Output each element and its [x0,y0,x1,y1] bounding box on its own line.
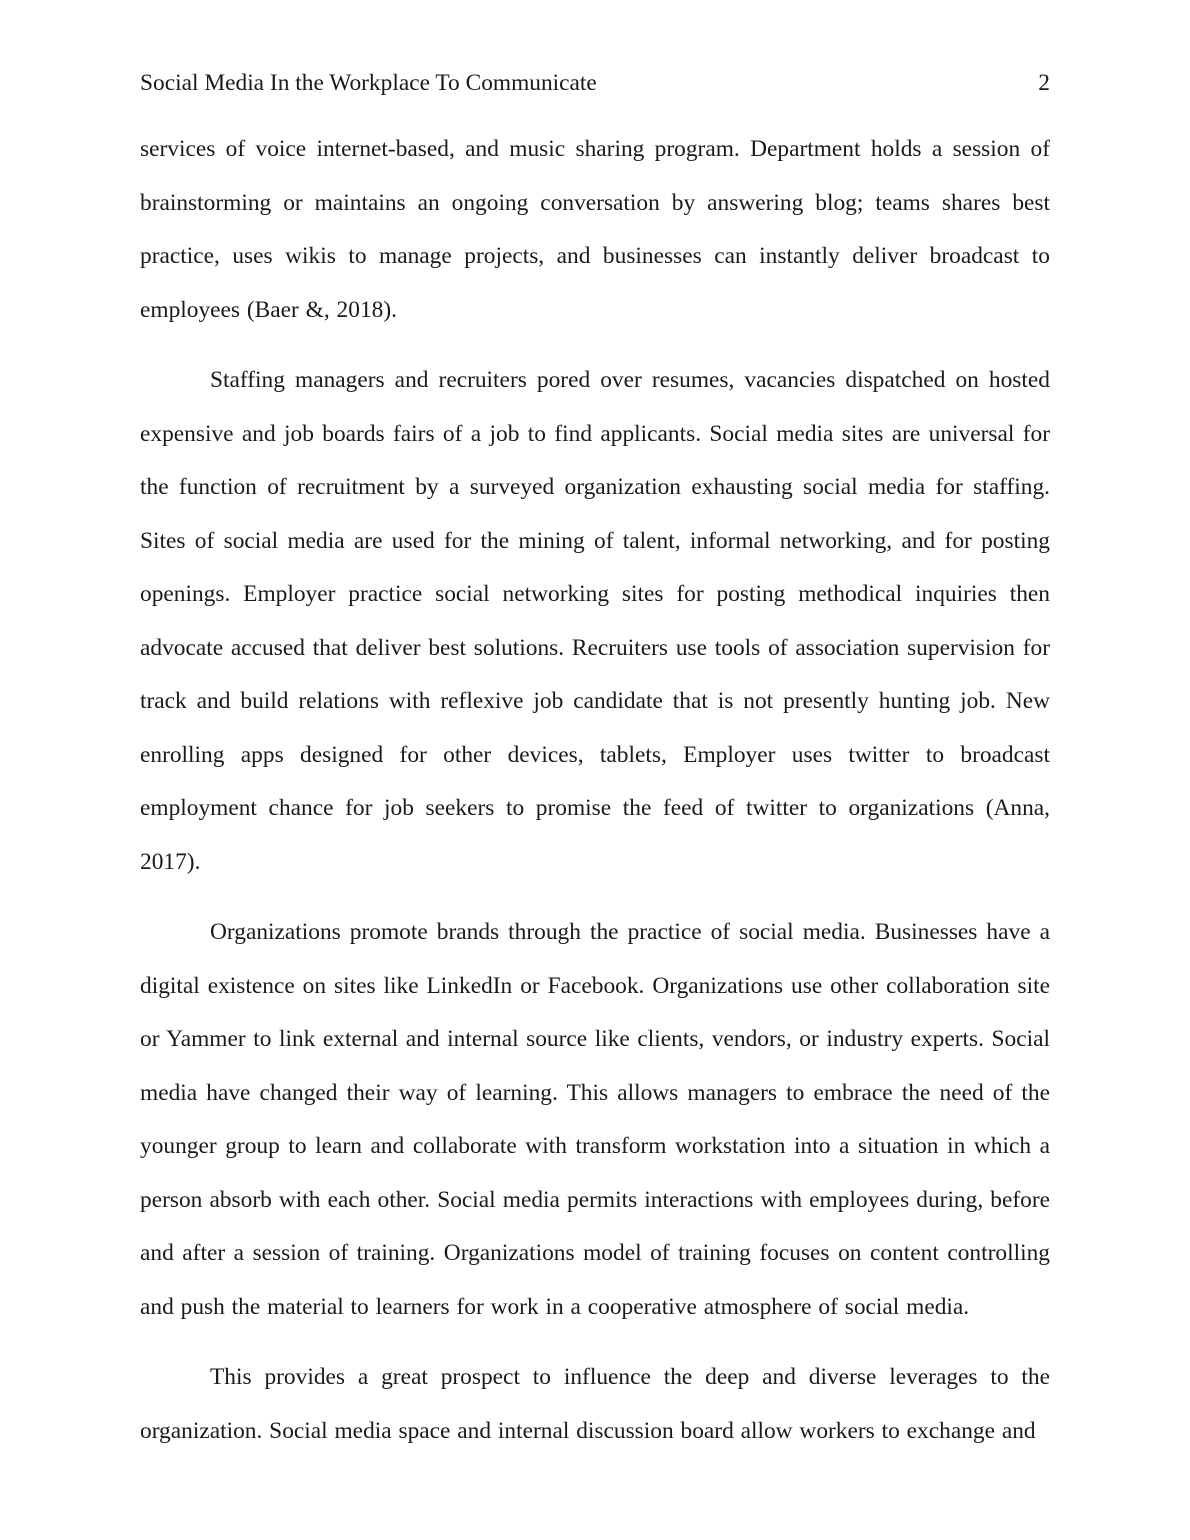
page-header [140,68,1050,98]
document-body [140,123,1050,1458]
running-head: Social Media In the Workplace To Communicate [140,70,597,96]
paragraph: services of voice internet-based, and music sharing program. Department holds a session of brainstorming or maintains an ongoing conversation by answering blog; teams shares best practice, uses wikis to manage projects, and businesses can instantly deliver broadcast to employees (Baer &, 2018). [140,136,1050,323]
page-number: 2 [1038,70,1050,96]
paragraph: Organizations promote brands through the practice of social media. Businesses have a digital existence on sites like LinkedIn or Facebook. Organizations use other collaboration site or Yammer to link external and internal source like clients, vendors, or industry experts. Social media have changed their way of learning. This allows managers to embrace the need of the younger group to learn and collaborate with transform workstation into a situation in which a person absorb with each other. Social media permits interactions with employees during, before and after a session of training. Organizations model of training focuses on content controlling and push the material to learners for work in a cooperative atmosphere of social media. [140,919,1050,1320]
paragraph: Staffing managers and recruiters pored over resumes, vacancies dispatched on hosted expensive and job boards fairs of a job to find applicants. Social media sites are universal for the function of recruitment by a surveyed organization exhausting social media for staffing. Sites of social media are used for the mining of talent, informal networking, and for posting openings. Employer practice social networking sites for posting methodical inquiries then advocate accused that deliver best solutions. Recruiters use tools of association supervision for track and build relations with reflexive job candidate that is not presently hunting job. New enrolling apps designed for other devices, tablets, Employer uses twitter to broadcast employment chance for job seekers to promise the feed of twitter to organizations (Anna, 2017). [140,367,1050,875]
paragraph: This provides a great prospect to influence the deep and diverse leverages to the organization. Social media space and internal discussion board allow workers to exchange and [140,1364,1050,1444]
